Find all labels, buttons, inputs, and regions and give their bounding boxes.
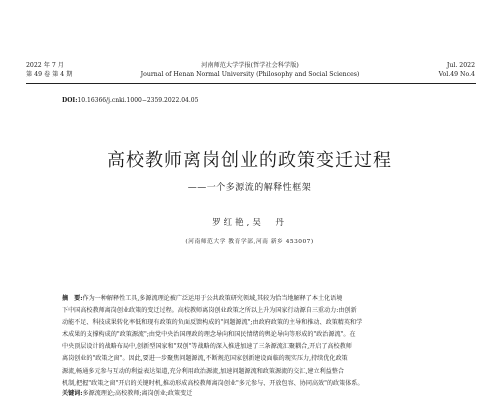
volume-number: 第 49 卷 第 4 期	[26, 71, 73, 78]
keywords-value: 多源流理论;高校教师;离岗创业;政策变迁	[82, 390, 193, 397]
doi-label: DOI:	[62, 97, 78, 104]
abstract-line: 动能不足、科技成果转化率低和现有政策的负面反馈构成的"问题源流";由政府政策的主导和推动、政策精英和学	[62, 319, 363, 327]
issue-date: 2022 年 7 月	[26, 62, 64, 69]
abstract-line: 中央顶层设计的战略布局中,创新型国家和"双创"等战略的深入推进加速了三条源流汇聚耦合,开启了高校教师	[62, 343, 352, 351]
abstract-line: 机制,把握"政策之窗"开启的关键时机,推动形成高校教师离岗创业"多元参与、开放包容、协同高效"的政策体系。	[62, 379, 364, 387]
abstract-line: 术成果的支撑构成的"政策源流";由党中央治国理政的理念导向和国民情绪的舆论导向等形成的"政治源流"。在	[62, 331, 356, 339]
issue-date-volume-english	[439, 61, 475, 79]
journal-name-chinese: 河南师范大学学报(哲学社会科学版)	[201, 62, 299, 69]
doi-line	[62, 97, 198, 104]
abstract-line: 离岗创业的"政策之窗"。因此,要进一步聚焦问题源流,不断规范国家创新建设面临的现实压力,持续优化政策	[62, 355, 348, 363]
volume-number-english: Vol.49 No.4	[438, 71, 475, 78]
abstract-line: 源流,畅通多元参与互动的利益表达渠道,充分利用政治源流,加速问题源流和政策源流的交汇,建立利益整合	[62, 367, 344, 375]
paper-authors: 罗红艳,吴 丹	[212, 218, 287, 228]
issue-date-english: Jul. 2022	[446, 62, 475, 69]
paper-title: 高校教师离岗创业的政策变迁过程	[107, 150, 392, 171]
keywords	[62, 388, 460, 397]
abstract-line: 摘 要:作为一种解释性工具,多源流理论被广泛运用于公共政策研究领域,其较为恰当地解释了本土化语境	[62, 295, 343, 302]
journal-name	[125, 61, 375, 79]
paper-subtitle: ——一个多源流的解释性框架	[187, 183, 312, 193]
header-rule	[26, 83, 476, 84]
abstract-line: 下中国高校教师离岗创业政策的变迁过程。高校教师离岗创业政策之所以上升为国家行动源自三重动力:由创新	[62, 307, 357, 315]
issue-date-volume	[26, 61, 72, 79]
abstract-label: 摘 要:	[62, 295, 83, 302]
abstract	[62, 293, 460, 390]
doi-value: 10.16366/j.cnki.1000−2359.2022.04.05	[77, 97, 199, 104]
journal-name-english: Journal of Henan Normal University (Philosophy and Social Sciences)	[140, 71, 360, 78]
keywords-label: 关键词:	[62, 390, 83, 397]
author-affiliation: (河南师范大学 教育学部,河南 新乡 453007)	[185, 239, 314, 245]
